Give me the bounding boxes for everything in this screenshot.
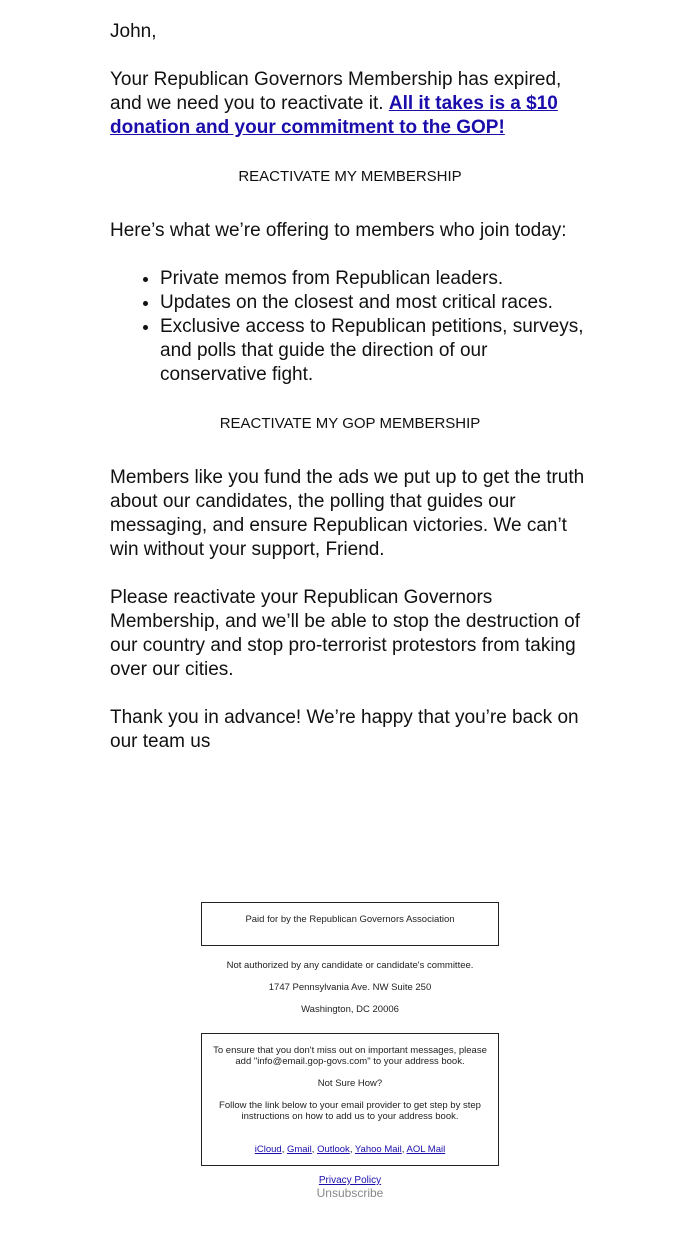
provider-link-outlook[interactable]: Outlook xyxy=(317,1144,350,1155)
list-item: • Exclusive access to Republican petitions, surveys, and polls that guide the direction of our conservative fight. xyxy=(160,315,590,387)
address-book-box xyxy=(201,1033,499,1166)
provider-link-icloud[interactable]: iCloud xyxy=(254,1144,282,1155)
not-sure-text: Not Sure How? xyxy=(317,1078,383,1089)
body-paragraph-3: Thank you in advance! We’re happy that you’re back on our team us xyxy=(110,707,579,752)
donation-link[interactable]: All it takes is a $10 donation and your commitment to the GOP! xyxy=(110,93,558,138)
not-authorized-text: Not authorized by any candidate or candidate's committee. xyxy=(226,960,474,971)
intro-paragraph xyxy=(110,68,590,140)
provider-links: iCloud, Gmail, Outlook, Yahoo Mail, AOL Mail xyxy=(254,1144,446,1155)
intro-text: Your Republican Governors Membership has expired, and we need you to reactivate it. xyxy=(110,69,562,114)
list-item: • Private memos from Republican leaders. xyxy=(160,267,590,291)
provider-link-gmail[interactable]: Gmail xyxy=(286,1144,312,1155)
reactivate-gop-membership-button[interactable]: REACTIVATE MY GOP MEMBERSHIP xyxy=(219,415,481,432)
address-line-2: Washington, DC 20006 xyxy=(301,1004,399,1015)
footer-disclaimer xyxy=(0,955,700,1021)
email-body xyxy=(110,20,590,754)
follow-link-text: Follow the link below to your email provider to get step by step instructions on how to add us to your address book. xyxy=(219,1100,481,1122)
address-book-note: To ensure that you don't miss out on important messages, please add "info@email.gop-govs.com" to your address book. xyxy=(213,1045,487,1067)
body-paragraph-2: Please reactivate your Republican Governors Membership, and we’ll be able to stop the destruction of our country and stop pro-terrorist protestors from taking over our cities. xyxy=(110,587,580,680)
body-paragraph-1: Members like you fund the ads we put up to get the truth about our candidates, the polling that guides our messaging, and ensure Republican victories. We can’t win without your support, Friend. xyxy=(110,467,585,560)
address-line-1: 1747 Pennsylvania Ave. NW Suite 250 xyxy=(268,982,432,993)
benefits-list xyxy=(110,267,590,387)
unsubscribe-link[interactable]: Unsubscribe xyxy=(316,1186,384,1200)
provider-link-aol-mail[interactable]: AOL Mail xyxy=(406,1144,446,1155)
list-item: • Updates on the closest and most critical races. xyxy=(160,291,590,315)
email-footer xyxy=(0,902,700,1200)
provider-link-yahoo-mail[interactable]: Yahoo Mail xyxy=(354,1144,402,1155)
paid-for-text: Paid for by the Republican Governors Association xyxy=(245,914,455,925)
privacy-policy-link[interactable]: Privacy Policy xyxy=(318,1175,382,1186)
reactivate-membership-button[interactable]: REACTIVATE MY MEMBERSHIP xyxy=(238,168,462,185)
offer-intro: Here’s what we’re offering to members who join today: xyxy=(110,220,567,241)
paid-for-box xyxy=(201,902,499,946)
greeting: John, xyxy=(110,21,157,42)
